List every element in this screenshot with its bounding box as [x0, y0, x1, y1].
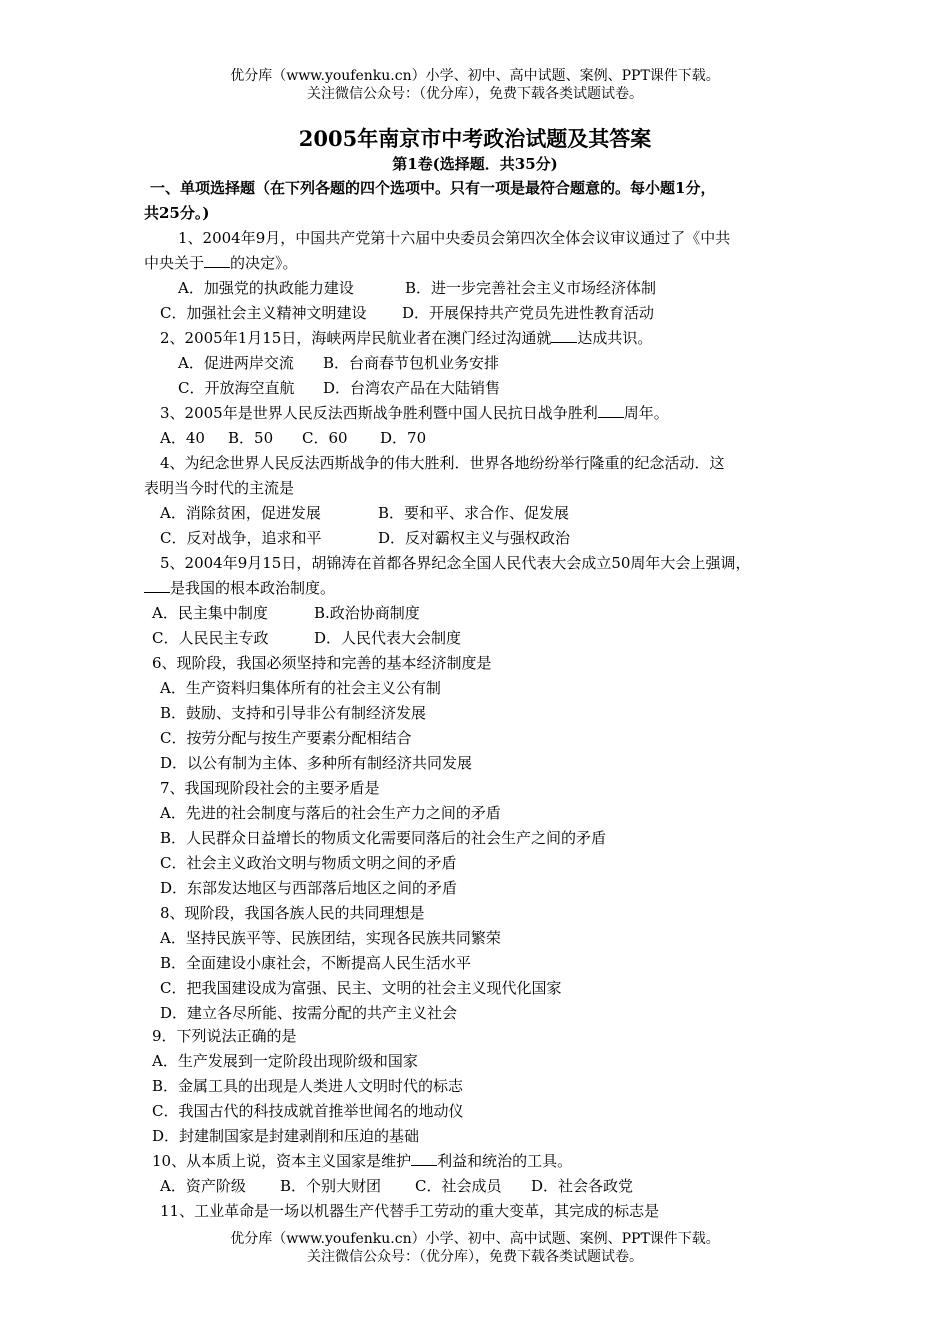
q10-stem — [152, 1151, 572, 1171]
q6-stem: 6、现阶段，我国必须坚持和完善的基本经济制度是 — [152, 654, 492, 672]
q6-option-b: B．鼓励、支持和引导非公有制经济发展 — [160, 704, 427, 722]
answer-blank — [144, 578, 170, 593]
q8-option-b: B．全面建设小康社会，不断提高人民生活水平 — [160, 954, 472, 972]
q8-option-c: C．把我国建设成为富强、民主、文明的社会主义现代化国家 — [160, 979, 562, 997]
header-line-1: 优分库（www.youfenku.cn）小学、初中、高中试题、案例、PPT课件下载。 — [230, 68, 720, 84]
q1-option-c: C．加强社会主义精神文明建设 — [160, 304, 367, 322]
q1-stem-pre: 中央关于 — [144, 254, 205, 272]
q4-option-b: B．要和平、求合作、促发展 — [378, 504, 570, 522]
q4-option-c: C．反对战争，追求和平 — [160, 529, 322, 547]
q9-option-a: A．生产发展到一定阶段出现阶级和国家 — [152, 1052, 418, 1070]
q5-option-a: A．民主集中制度 — [152, 604, 268, 622]
q5-stem-line-1: 5、2004年9月15日，胡锦涛在首都各界纪念全国人民代表大会成立50周年大会上强调， — [160, 554, 751, 572]
q4-stem-line-2: 表明当今时代的主流是 — [144, 479, 295, 497]
q6-option-d: D．以公有制为主体、多种所有制经济共同发展 — [160, 754, 473, 772]
q10-option-a: A．资产阶级 — [160, 1177, 246, 1195]
q1-option-d: D．开展保持共产党员先进性教育活动 — [402, 304, 655, 322]
q2-option-b: B．台商春节包机业务安排 — [323, 354, 500, 372]
q7-option-d: D．东部发达地区与西部落后地区之间的矛盾 — [160, 879, 458, 897]
q2-option-a: A．促进两岸交流 — [178, 354, 294, 372]
q2-stem-post: 达成共识。 — [577, 329, 653, 347]
q8-stem: 8、现阶段，我国各族人民的共同理想是 — [160, 904, 425, 922]
q2-stem — [160, 328, 652, 348]
q5-option-b: B.政治协商制度 — [314, 604, 420, 622]
q3-option-a: A．40 — [160, 429, 205, 447]
q11-stem: 11、工业革命是一场以机器生产代替手工劳动的重大变革，其完成的标志是 — [160, 1202, 660, 1220]
answer-blank — [204, 253, 230, 268]
q2-option-c: C．开放海空直航 — [178, 379, 295, 397]
q5-option-d: D．人民代表大会制度 — [314, 629, 462, 647]
section-heading-line-1: 一、单项选择题（在下列各题的四个选项中。只有一项是最符合题意的。每小题1分， — [150, 179, 716, 197]
q2-stem-pre: 2、2005年1月15日，海峡两岸民航业者在澳门经过沟通就 — [160, 329, 552, 347]
q3-option-d: D．70 — [380, 429, 427, 447]
document-title: 2005年南京市中考政治试题及其答案 — [298, 126, 652, 151]
q3-option-c: C．60 — [302, 429, 348, 447]
q10-option-c: C．社会成员 — [415, 1177, 502, 1195]
q9-option-c: C．我国古代的科技成就首推举世闻名的地动仪 — [152, 1102, 464, 1120]
q6-option-a: A．生产资料归集体所有的社会主义公有制 — [160, 679, 441, 697]
q5-stem-post: 是我国的根本政治制度。 — [170, 579, 336, 597]
q3-stem-post: 周年。 — [623, 404, 669, 422]
q4-option-d: D．反对霸权主义与强权政治 — [378, 529, 571, 547]
header-line-2: 关注微信公众号：（优分库），免费下载各类试题试卷。 — [307, 86, 643, 102]
q1-stem-post: 的决定》。 — [230, 254, 298, 272]
footer-line-2: 关注微信公众号：（优分库），免费下载各类试题试卷。 — [307, 1249, 643, 1265]
q1-stem-line-1: 1、2004年9月，中国共产党第十六届中央委员会第四次全体会议审议通过了《中共 — [178, 229, 731, 247]
q10-stem-post: 利益和统治的工具。 — [437, 1152, 573, 1170]
q4-stem-line-1: 4、为纪念世界人民反法西斯战争的伟大胜利．世界各地纷纷举行隆重的纪念活动．这 — [160, 454, 725, 472]
answer-blank — [598, 403, 624, 418]
footer-line-1: 优分库（www.youfenku.cn）小学、初中、高中试题、案例、PPT课件下载。 — [230, 1231, 720, 1247]
q8-option-d: D．建立各尽所能、按需分配的共产主义社会 — [160, 1004, 458, 1022]
q1-option-a: A．加强党的执政能力建设 — [178, 279, 354, 297]
q2-option-d: D．台湾农产品在大陆销售 — [323, 379, 501, 397]
q9-stem: 9．下列说法正确的是 — [152, 1027, 297, 1045]
q9-option-d: D．封建制国家是封建剥削和压迫的基础 — [152, 1127, 420, 1145]
q5-option-c: C．人民民主专政 — [152, 629, 269, 647]
section-heading-line-2: 共25分。) — [144, 204, 210, 222]
q7-option-b: B．人民群众日益增长的物质文化需要同落后的社会生产之间的矛盾 — [160, 829, 607, 847]
q7-stem: 7、我国现阶段社会的主要矛盾是 — [160, 779, 380, 797]
q5-stem-line-2 — [144, 578, 335, 598]
q7-option-c: C．社会主义政治文明与物质文明之间的矛盾 — [160, 854, 457, 872]
document-subtitle: 第1卷(选择题．共35分) — [392, 155, 558, 173]
q1-option-b: B．进一步完善社会主义市场经济体制 — [405, 279, 657, 297]
q1-stem-line-2 — [144, 253, 298, 273]
q9-option-b: B．金属工具的出现是人类进人文明时代的标志 — [152, 1077, 464, 1095]
q3-stem-pre: 3、2005年是世界人民反法西斯战争胜利暨中国人民抗日战争胜利 — [160, 404, 598, 422]
q10-option-b: B．个别大财团 — [280, 1177, 382, 1195]
q3-option-b: B．50 — [228, 429, 274, 447]
q10-option-d: D．社会各政党 — [531, 1177, 634, 1195]
q4-option-a: A．消除贫困，促进发展 — [160, 504, 321, 522]
page-header — [0, 67, 950, 103]
q6-option-c: C．按劳分配与按生产要素分配相结合 — [160, 729, 412, 747]
answer-blank — [551, 328, 577, 343]
q10-stem-pre: 10、从本质上说，资本主义国家是维护 — [152, 1152, 412, 1170]
answer-blank — [411, 1151, 437, 1166]
q7-option-a: A．先进的社会制度与落后的社会生产力之间的矛盾 — [160, 804, 501, 822]
q3-stem — [160, 403, 669, 423]
page-footer — [0, 1230, 950, 1266]
q8-option-a: A．坚持民族平等、民族团结，实现各民族共同繁荣 — [160, 929, 501, 947]
